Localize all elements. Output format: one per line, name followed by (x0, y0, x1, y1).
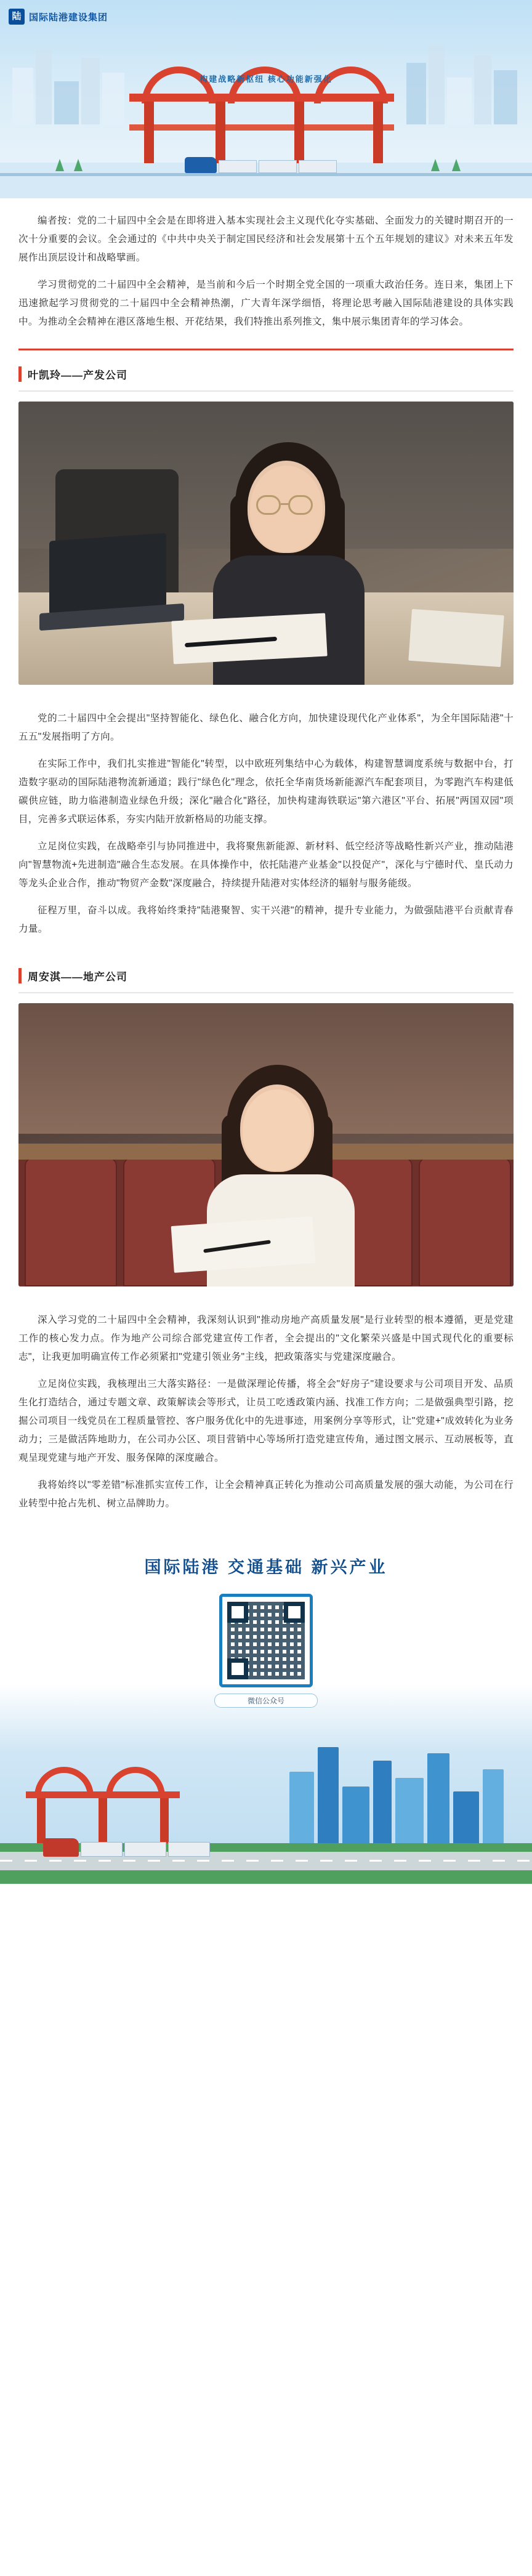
paragraph: 党的二十届四中全会提出"坚持智能化、绿色化、融合化方向，加快建设现代化产业体系"，为全年国际陆港"十五五"发展指明了方向。 (18, 713, 514, 742)
train-icon (185, 157, 337, 173)
section-heading-label: 周安淇——地产公司 (18, 968, 127, 983)
photo-zhou-anqi (18, 1003, 514, 1286)
paragraph: 学习贯彻党的二十届四中全会精神，是当前和今后一个时期全党全国的一项重大政治任务。连日来，集团上下迅速掀起学习贯彻党的二十届四中全会精神热潮，广大青年深学细悟，将理论思考融入国际陆港建设的具体实践中。为推动全会精神在港区落地生根、开花结果，我们特推出系列推文，集中展示集团青年的学习体会。 (18, 280, 514, 327)
paragraph: 我将始终以"零差错"标准抓实宣传工作，让全会精神真正转化为推动公司高质量发展的强大动能，为公司在行业转型中抢占先机、树立品牌助力。 (18, 1480, 514, 1509)
footer-banner (0, 1539, 532, 1884)
header-banner (0, 0, 532, 198)
logo-mark-icon: 陆 (9, 9, 25, 25)
paragraph: 深入学习党的二十届四中全会精神，我深刻认识到"推动房地产高质量发展"是行业转型的根本遵循，更是党建工作的核心发力点。作为地产公司综合部党建宣传工作者，全会提出的"文化繁荣兴盛是中国式现代化的重要标志"，让我更加明确宣传工作必须紧扣"党建引领业务"主线，把政策落实与党建深度融合。 (18, 1315, 514, 1362)
paragraph: 在实际工作中，我们扎实推进"智能化"转型，以中欧班列集结中心为载体，构建智慧调度系统与数据中台，打造数字驱动的国际陆港物流新通道；践行"绿色化"理念，依托全华南货场新能源汽车配套项目，为零跑汽车构建低碳供应链，助力临港制造业绿色升级；深化"融合化"路径，加快构建海铁联运"第六港区"平台、拓展"两国双园"项目，完善多式联运体系，夯实内陆开放新格局的功能支撑。 (18, 759, 514, 825)
editor-note-block (0, 198, 532, 345)
paragraph: 征程万里，奋斗以成。我将始终秉持"陆港聚智、实干兴港"的精神，提升专业能力，为做强陆港平台贡献青春力量。 (18, 905, 514, 934)
paragraph: 立足岗位实践，在战略牵引与协同推进中，我将聚焦新能源、新材料、低空经济等战略性新兴产业，推动陆港向"智慧物流+先进制造"融合生态发展。在具体操作中，依托陆港产业基金"以投促产"，深化与宁德时代、皇氏动力等龙头企业合作，推动"物贸产金数"深度融合，持续提升陆港对实体经济的辐射与服务能级。 (18, 841, 514, 889)
footer-title: 国际陆港 交通基础 新兴产业 (144, 1558, 388, 1577)
section-heading-2 (0, 968, 532, 983)
heading-underline (18, 390, 514, 392)
qr-code-icon[interactable] (219, 1594, 313, 1687)
photo-ye-kailing (18, 402, 514, 685)
banner-slogan: 构建战略新枢纽 核心功能新强化 (200, 75, 332, 84)
article-body (0, 198, 532, 1527)
footer-scene (0, 1730, 532, 1884)
section-2-text (0, 1298, 532, 1527)
section-divider (18, 349, 514, 350)
paragraph: 立足岗位实践，我核理出三大落实路径：一是做深理论传播，将全会"好房子"建设要求与公司项目开发、品质生化打造结合，通过专题文章、政策解读会等形式，让员工吃透政策内涵、找准工作方向；二是做强典型引路，挖掘公司项目一线党员在工程质量管控、客户服务优化中的先进事迹，用案例分享等形式，让"党建+"成效转化为业务动力；三是做活阵地助力，在公司办公区、项目营销中心等场所打造党建宣传角，通过图文展示、互动展板等，直观呈现党建与地产开发、服务保障的深度融合。 (18, 1379, 514, 1463)
train-icon (43, 1838, 210, 1857)
laptop-icon (49, 533, 166, 615)
heading-underline (18, 992, 514, 993)
paragraph: 编者按：党的二十届四中全会是在即将进入基本实现社会主义现代化夺实基础、全面发力的关键时期召开的一次十分重要的会议。全会通过的《中共中央关于制定国民经济和社会发展第十五个五年规划的建议》对未来五年发展作出顶层设计和战略擘画。 (18, 216, 514, 263)
brand-logo (9, 9, 108, 25)
glasses-icon (256, 495, 281, 515)
section-heading-label: 叶凯玲——产发公司 (18, 366, 127, 382)
rail-line (0, 173, 532, 176)
qr-code-block[interactable] (214, 1594, 318, 1708)
section-heading-1 (0, 366, 532, 382)
bridge-icon (26, 1761, 180, 1835)
logo-text: 国际陆港建设集团 (29, 12, 108, 23)
qr-caption: 微信公众号 (214, 1694, 318, 1708)
section-1-text (0, 696, 532, 952)
